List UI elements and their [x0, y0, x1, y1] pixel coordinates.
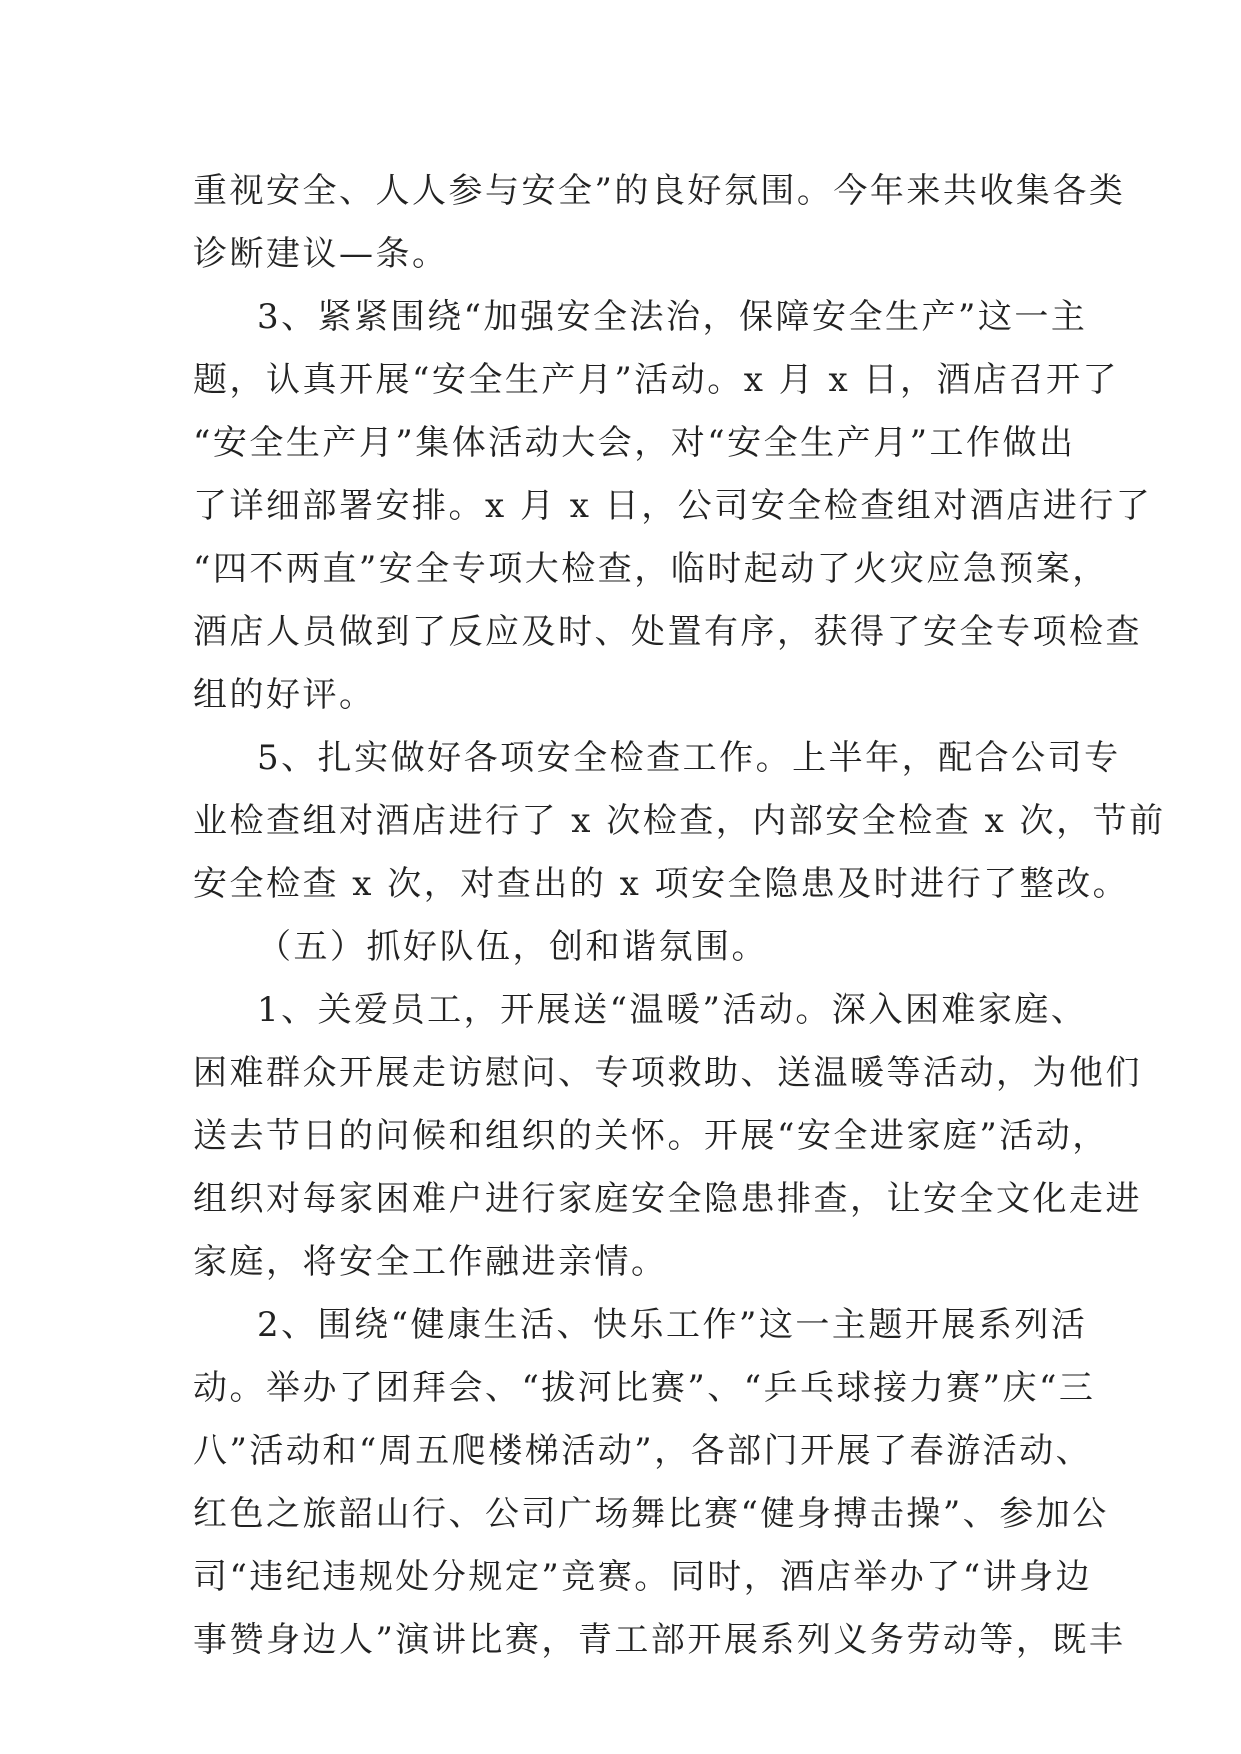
- text-line: 组织对每家困难户进行家庭安全隐患排查，让安全文化走进: [193, 1179, 1142, 1219]
- text-line: 送去节日的问候和组织的关怀。开展“安全进家庭”活动，: [193, 1116, 1109, 1156]
- text-line: 业检查组对酒店进行了 x 次检查，内部安全检查 x 次，节前: [193, 801, 1166, 841]
- text-line: （五）抓好队伍，创和谐氛围。: [257, 927, 768, 967]
- text-line: 了详细部署安排。x 月 x 日，公司安全检查组对酒店进行了: [193, 486, 1153, 526]
- text-line: 组的好评。: [193, 675, 376, 715]
- text-line: “安全生产月”集体活动大会，对“安全生产月”工作做出: [193, 423, 1076, 463]
- text-line: 题，认真开展“安全生产月”活动。x 月 x 日，酒店召开了: [193, 360, 1120, 400]
- text-line: 1、关爱员工，开展送“温暖”活动。深入困难家庭、: [257, 990, 1088, 1030]
- text-line: 红色之旅韶山行、公司广场舞比赛“健身搏击操”、参加公: [193, 1494, 1109, 1534]
- text-line: 2、围绕“健康生活、快乐工作”这一主题开展系列活: [257, 1305, 1088, 1345]
- document-body: [193, 160, 1166, 1672]
- text-line: 困难群众开展走访慰问、专项救助、送温暖等活动，为他们: [193, 1053, 1142, 1093]
- text-line: 动。举办了团拜会、“拔河比赛”、“乒乓球接力赛”庆“三: [193, 1368, 1096, 1408]
- text-line: 八”活动和“周五爬楼梯活动”，各部门开展了春游活动、: [193, 1431, 1093, 1471]
- text-line: 酒店人员做到了反应及时、处置有序，获得了安全专项检查: [193, 612, 1142, 652]
- text-line: 司“违纪违规处分规定”竞赛。同时，酒店举办了“讲身边: [193, 1557, 1093, 1597]
- text-line: 3、紧紧围绕“加强安全法治，保障安全生产”这一主: [257, 297, 1088, 337]
- text-line: “四不两直”安全专项大检查，临时起动了火灾应急预案，: [193, 549, 1109, 589]
- text-line: 事赞身边人”演讲比赛，青工部开展系列义务劳动等，既丰: [193, 1620, 1126, 1660]
- text-line: 重视安全、人人参与安全”的良好氛围。今年来共收集各类: [193, 171, 1126, 211]
- text-line: 安全检查 x 次，对查出的 x 项安全隐患及时进行了整改。: [193, 864, 1130, 904]
- text-line: 家庭，将安全工作融进亲情。: [193, 1242, 668, 1282]
- text-line: 5、扎实做好各项安全检查工作。上半年，配合公司专: [257, 738, 1121, 778]
- text-line: 诊断建议—条。: [193, 234, 449, 274]
